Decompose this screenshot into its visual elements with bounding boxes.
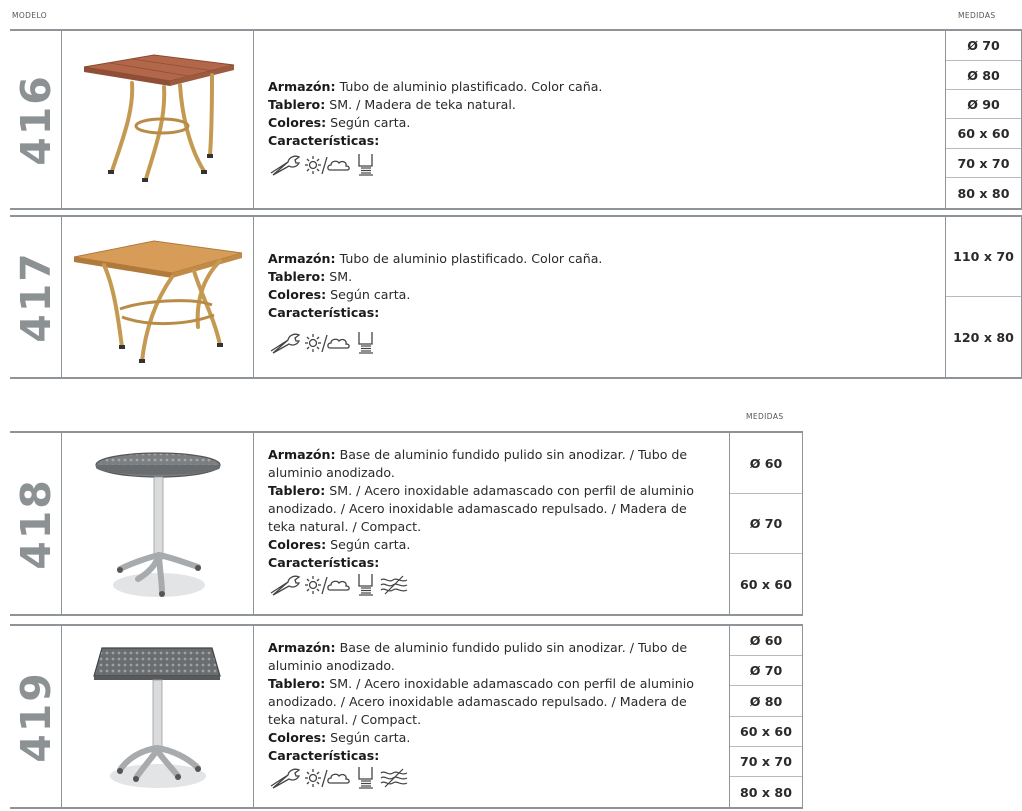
size-option: Ø 80: [730, 686, 802, 717]
description: [254, 626, 730, 807]
size-option: 80 x 80: [740, 784, 792, 800]
feature-icons: [268, 330, 602, 354]
sun-cloud-icon: [305, 332, 353, 354]
size-option: Ø 70: [946, 31, 1021, 61]
model-number: 417: [10, 217, 62, 377]
rectangular-table-image: [62, 217, 252, 377]
product-image: [62, 217, 254, 377]
description: [254, 31, 946, 208]
sizes-column: [946, 217, 1022, 377]
sea-air-icon: [379, 767, 409, 789]
size-option: Ø 80: [946, 61, 1021, 90]
product-417: [10, 215, 1022, 379]
tablero-label: Tablero:: [268, 676, 326, 691]
stackable-icon: [356, 765, 376, 789]
size-option: Ø 60: [730, 626, 802, 656]
square-teak-table-image: [62, 31, 252, 208]
size-option: Ø 60: [730, 433, 802, 494]
wrench-icon: [268, 332, 302, 354]
colores-label: Colores:: [268, 115, 327, 130]
size-option: 60 x 60: [740, 576, 792, 592]
armazon-label: Armazón:: [268, 79, 336, 94]
tablero-text: SM. / Acero inoxidable adamascado con perfil de aluminio: [329, 483, 694, 498]
modelo-header: MODELO: [12, 11, 48, 20]
sun-cloud-icon: [305, 154, 353, 176]
tablero-label: Tablero:: [268, 483, 326, 498]
round-steel-table-image: [62, 433, 252, 614]
tablero-text: SM. / Madera de teka natural.: [329, 97, 516, 112]
colores-text: Según carta.: [330, 287, 411, 302]
colores-label: Colores:: [268, 730, 327, 745]
size-option: 60 x 60: [946, 119, 1021, 149]
colores-text: Según carta.: [330, 115, 411, 130]
armazon-text-cont: aluminio anodizado.: [268, 465, 395, 480]
feature-icons: [268, 152, 602, 176]
medidas-header: MEDIDAS: [958, 11, 996, 20]
colores-label: Colores:: [268, 287, 327, 302]
size-option: 60 x 60: [730, 717, 802, 747]
armazon-text: Base de aluminio fundido pulido sin anodizar. / Tubo de: [339, 640, 688, 655]
armazon-text: Tubo de aluminio plastificado. Color caña.: [339, 79, 603, 94]
size-option: 120 x 80: [953, 329, 1014, 345]
tablero-text-cont: anodizado. / Acero inoxidable adamascado repulsado. / Madera de: [268, 501, 687, 516]
size-option: 70 x 70: [946, 149, 1021, 178]
product-418: [10, 431, 803, 616]
colores-text: Según carta.: [330, 537, 411, 552]
feature-icons: [268, 765, 694, 789]
tablero-label: Tablero:: [268, 97, 326, 112]
wrench-icon: [268, 767, 302, 789]
product-image: [62, 31, 254, 208]
product-419: [10, 624, 803, 809]
wrench-icon: [268, 154, 302, 176]
tablero-text-cont: teka natural. / Compact.: [268, 519, 422, 534]
square-steel-table-image: [62, 626, 252, 807]
armazon-text: Tubo de aluminio plastificado. Color caña.: [339, 251, 603, 266]
tablero-text: SM. / Acero inoxidable adamascado con perfil de aluminio: [329, 676, 694, 691]
caracteristicas-label: Características:: [268, 133, 380, 148]
sizes-column: [730, 433, 803, 614]
product-image: [62, 433, 254, 614]
model-number: 418: [10, 433, 62, 614]
armazon-text: Base de aluminio fundido pulido sin anodizar. / Tubo de: [339, 447, 688, 462]
colores-text: Según carta.: [330, 730, 411, 745]
sun-cloud-icon: [305, 767, 353, 789]
description: [254, 433, 730, 614]
tablero-text-cont: anodizado. / Acero inoxidable adamascado repulsado. / Madera de: [268, 694, 687, 709]
caracteristicas-label: Características:: [268, 555, 380, 570]
tablero-text-cont: teka natural. / Compact.: [268, 712, 422, 727]
tablero-text: SM.: [329, 269, 353, 284]
colores-label: Colores:: [268, 537, 327, 552]
armazon-label: Armazón:: [268, 251, 336, 266]
product-image: [62, 626, 254, 807]
product-416: [10, 29, 1022, 210]
model-number: 419: [10, 626, 62, 807]
size-option: Ø 70: [730, 494, 802, 554]
stackable-icon: [356, 152, 376, 176]
size-option: 110 x 70: [946, 217, 1021, 297]
medidas-header: MEDIDAS: [746, 412, 784, 421]
model-number: 416: [10, 31, 62, 208]
size-option: 80 x 80: [957, 185, 1010, 201]
sun-cloud-icon: [305, 574, 353, 596]
size-option: Ø 90: [946, 90, 1021, 119]
size-option: 70 x 70: [730, 747, 802, 777]
size-option: Ø 70: [730, 656, 802, 686]
stackable-icon: [356, 330, 376, 354]
description: [254, 217, 946, 377]
sizes-column: [730, 626, 803, 807]
wrench-icon: [268, 574, 302, 596]
caracteristicas-label: Características:: [268, 748, 380, 763]
sea-air-icon: [379, 574, 409, 596]
feature-icons: [268, 572, 694, 596]
tablero-label: Tablero:: [268, 269, 326, 284]
armazon-text-cont: aluminio anodizado.: [268, 658, 395, 673]
sizes-column: [946, 31, 1022, 208]
stackable-icon: [356, 572, 376, 596]
armazon-label: Armazón:: [268, 640, 336, 655]
armazon-label: Armazón:: [268, 447, 336, 462]
caracteristicas-label: Características:: [268, 305, 380, 320]
